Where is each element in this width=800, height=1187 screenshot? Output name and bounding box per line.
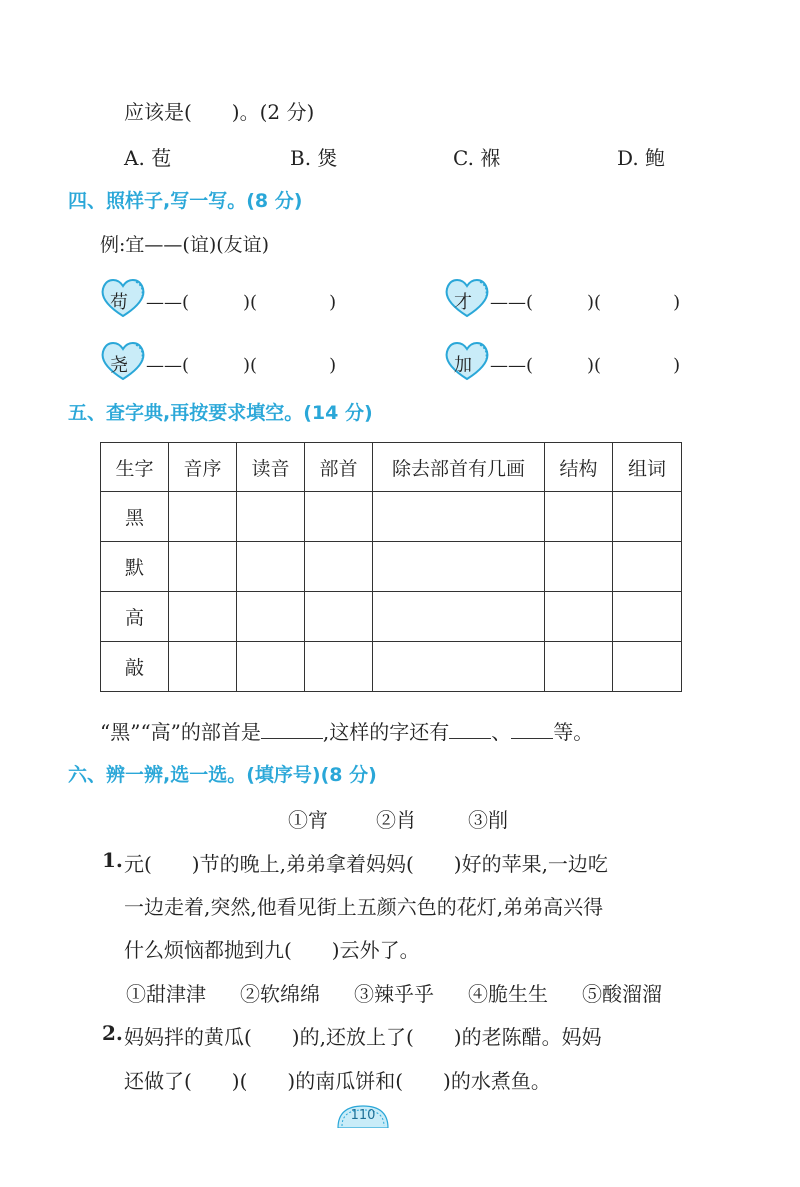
answer-cell[interactable] bbox=[545, 592, 613, 642]
question2-number: 2. bbox=[102, 1021, 123, 1045]
answer-cell[interactable] bbox=[373, 542, 545, 592]
s4-item2-char: 才 bbox=[454, 292, 472, 313]
table-char-cell: 敲 bbox=[101, 642, 169, 692]
section6-title: 六、辨一辨,选一选。(填序号)(8 分) bbox=[68, 764, 377, 786]
s4-item4-char: 加 bbox=[454, 355, 472, 376]
s4-item3-char: 尧 bbox=[110, 355, 128, 376]
answer-cell[interactable] bbox=[613, 592, 682, 642]
answer-cell[interactable] bbox=[305, 592, 373, 642]
answer-cell[interactable] bbox=[237, 492, 305, 542]
choice2-option: ③辣乎乎 bbox=[354, 982, 434, 1006]
table-header-row bbox=[101, 443, 682, 492]
table-row bbox=[101, 492, 682, 542]
choice1-option: ③削 bbox=[468, 808, 508, 832]
answer-cell[interactable] bbox=[169, 492, 237, 542]
table-header-cell: 结构 bbox=[545, 443, 613, 492]
table-header-cell: 生字 bbox=[101, 443, 169, 492]
question2-line1: 妈妈拌的黄瓜( )的,还放上了( )的老陈醋。妈妈 bbox=[124, 1025, 602, 1049]
choice2-option: ②软绵绵 bbox=[240, 982, 320, 1006]
blank-line[interactable] bbox=[449, 720, 491, 739]
answer-cell[interactable] bbox=[169, 642, 237, 692]
table-header-cell: 部首 bbox=[305, 443, 373, 492]
dictionary-table bbox=[100, 442, 682, 692]
table-row bbox=[101, 592, 682, 642]
blank-line[interactable] bbox=[261, 720, 323, 739]
answer-cell[interactable] bbox=[169, 542, 237, 592]
s4-item1-blanks: ——( )( ) bbox=[146, 292, 337, 313]
q3-prompt-line: 应该是( )。(2 分) bbox=[124, 100, 315, 124]
section4-title: 四、照样子,写一写。(8 分) bbox=[68, 190, 303, 212]
q3-option-c: C. 褓 bbox=[453, 146, 501, 170]
question1-line1: 元( )节的晚上,弟弟拿着妈妈( )好的苹果,一边吃 bbox=[124, 852, 608, 876]
table-char-cell: 默 bbox=[101, 542, 169, 592]
section4-example: 例:宜——(谊)(友谊) bbox=[100, 234, 270, 256]
answer-cell[interactable] bbox=[237, 592, 305, 642]
answer-cell[interactable] bbox=[169, 592, 237, 642]
blank-line[interactable] bbox=[511, 720, 553, 739]
s4-item2-blanks: ——( )( ) bbox=[490, 292, 681, 313]
answer-cell[interactable] bbox=[545, 542, 613, 592]
table-header-cell: 读音 bbox=[237, 443, 305, 492]
answer-cell[interactable] bbox=[613, 542, 682, 592]
answer-cell[interactable] bbox=[613, 642, 682, 692]
q3-option-d: D. 鲍 bbox=[617, 146, 666, 170]
question1-line2: 一边走着,突然,他看见街上五颜六色的花灯,弟弟高兴得 bbox=[124, 895, 604, 919]
question1-number: 1. bbox=[102, 848, 123, 872]
answer-cell[interactable] bbox=[545, 492, 613, 542]
radical-sentence-part1: “黑”“高”的部首是 bbox=[100, 720, 261, 744]
choice2-option: ①甜津津 bbox=[126, 982, 206, 1006]
choice2-option: ④脆生生 bbox=[468, 982, 548, 1006]
answer-cell[interactable] bbox=[237, 642, 305, 692]
table-header-cell: 组词 bbox=[613, 443, 682, 492]
choice1-option: ①宵 bbox=[288, 808, 328, 832]
table-char-cell: 高 bbox=[101, 592, 169, 642]
radical-sentence-end: 等。 bbox=[553, 720, 594, 744]
s4-item3-blanks: ——( )( ) bbox=[146, 355, 337, 376]
answer-cell[interactable] bbox=[305, 642, 373, 692]
answer-cell[interactable] bbox=[373, 642, 545, 692]
s4-item4-blanks: ——( )( ) bbox=[490, 355, 681, 376]
answer-cell[interactable] bbox=[373, 492, 545, 542]
page-number: 110 bbox=[350, 1108, 376, 1123]
answer-cell[interactable] bbox=[613, 492, 682, 542]
radical-sentence-sep: 、 bbox=[491, 720, 512, 744]
section5-title: 五、查字典,再按要求填空。(14 分) bbox=[68, 402, 373, 424]
table-row bbox=[101, 642, 682, 692]
answer-cell[interactable] bbox=[237, 542, 305, 592]
q3-option-a: A. 苞 bbox=[124, 146, 172, 170]
answer-cell[interactable] bbox=[545, 642, 613, 692]
choice2-option: ⑤酸溜溜 bbox=[582, 982, 662, 1006]
table-row bbox=[101, 542, 682, 592]
table-header-cell: 除去部首有几画 bbox=[373, 443, 545, 492]
table-header-cell: 音序 bbox=[169, 443, 237, 492]
answer-cell[interactable] bbox=[305, 542, 373, 592]
answer-cell[interactable] bbox=[373, 592, 545, 642]
question1-line3: 什么烦恼都抛到九( )云外了。 bbox=[124, 938, 420, 962]
radical-sentence bbox=[100, 716, 593, 745]
table-char-cell: 黑 bbox=[101, 492, 169, 542]
q3-option-b: B. 煲 bbox=[290, 146, 338, 170]
s4-item1-char: 苟 bbox=[110, 292, 128, 313]
choice1-option: ②肖 bbox=[376, 808, 416, 832]
question2-line2: 还做了( )( )的南瓜饼和( )的水煮鱼。 bbox=[124, 1069, 551, 1093]
answer-cell[interactable] bbox=[305, 492, 373, 542]
radical-sentence-part2: ,这样的字还有 bbox=[322, 720, 450, 744]
